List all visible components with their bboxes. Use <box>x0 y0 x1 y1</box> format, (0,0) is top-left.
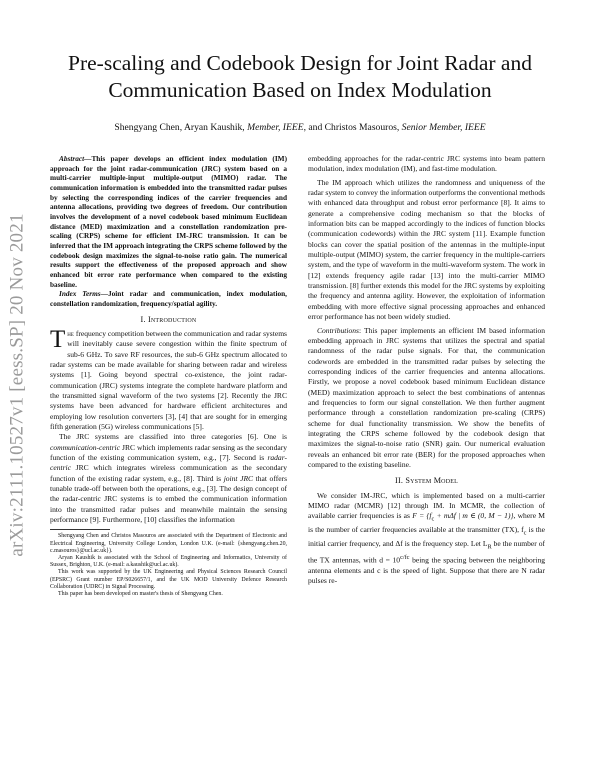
intro-paragraph-2 <box>50 432 287 525</box>
intro-paragraph-1 <box>50 325 287 432</box>
right-column <box>308 154 545 586</box>
arxiv-stamp <box>4 150 32 620</box>
sm-sub-r: R <box>487 543 492 551</box>
footnotes <box>50 533 287 598</box>
abstract-lead: Abstract <box>59 154 85 163</box>
footnote-2: Aryan Kaushik is associated with the School of Engineering and Informatics, University of Sussex, Brighton, U.K. (e-mail: a.kaushik@ucl.ac.uk). <box>50 554 287 569</box>
sm-sub-c: c <box>431 515 435 523</box>
author-role-2: Senior Member, IEEE <box>401 122 486 133</box>
arxiv-stamp-text: arXiv:2111.10527v1 [eess.SP] 20 Nov 2021 <box>7 213 29 557</box>
paper-title: Pre-scaling and Codebook Design for Joint Radar and Communication Based on Index Modulation <box>68 51 532 102</box>
contributions-paragraph <box>308 326 545 471</box>
index-terms <box>50 289 287 308</box>
sm-sup-exp: c/fc <box>400 553 410 561</box>
intro-smallcaps: he <box>67 328 74 338</box>
author-role-1: Member, IEEE <box>247 122 304 133</box>
contributions-text: : This paper implements an efficient IM based information embedding approach in JRC systems that utilizes the spectral and spatial randomness of the radar pulse signals. For that, the communication codewords are embedded in the transmitted radar pulses by selecting the corresponding indices of the carrier frequencies and antenna allocations. Firstly, we propose a novel codebook based minimum Euclidean distance (MED) maximization approach to select the best combinations of antennas and frequencies to form our signal constellation. We then further augment performance through a constellation randomization pre-scaling (CRPS) scheme for dual functionality transmission. We show the benefits of integrating the CRPS scheme followed by the codebook design that maximizes the signal-to-noise ratio (SNR) gain. Our numerical evaluation reveals an enhanced bit error rate (BER) for the proposed approaches when compared to the existing baseline. <box>308 325 545 469</box>
sm-text-k: being the spacing between the neighboring antenna elements and c is the speed of light. Suppose that there are N radar pulses re- <box>308 555 545 586</box>
index-terms-text: —Joint radar and communication, index modulation, constellation randomization, frequency/spatial agility. <box>50 289 288 308</box>
index-terms-lead: Index Terms <box>59 289 101 299</box>
footnote-3: This work was supported by the UK Engineering and Physical Sciences Research Council (EPSRC) Grant number EP/S026657/1, and the UK MOD University Defence Research Collaboration (UDRC) in Signal Processing. <box>50 569 287 590</box>
intro-p2-text-a: The JRC systems are classified into three categories [6]. One is <box>59 432 287 442</box>
right-paragraph-2: The IM approach which utilizes the randomness and uniqueness of the radar system to convey the information outperforms the conventional methods with enhanced data throughput and robust error performance [8]. It aims to generate a comprehensive coding mechanism so that the blocks of information bits can be mapped accordingly to the indices of function blocks (communication codewords) within the JRC system [11]. Example function blocks can cover the spatial position of the antennas in the multiple-input multiple-output (MIMO) system, the carrier frequency in the multiple-carriers system, and the type of waveform in the multi-waveform system. The work in [12] extends frequency agile radar [13] into the multi-carrier MIMO transmission. [8] further extends this model for the JRC systems by exploiting the frequency and antenna agility. However, the exploitation of information embedding with more effective signal processing approaches and enhanced error performance has not been widely studied. <box>308 177 545 322</box>
author-names-1: Shengyang Chen, Aryan Kaushik, <box>114 122 248 133</box>
author-names-2: , and Christos Masouros, <box>303 122 402 133</box>
footnote-4: This paper has been developed on master's thesis of Shengyang Chen. <box>58 591 223 597</box>
section-heading-system-model: II. System Model <box>395 476 458 486</box>
intro-p2-emph-comm: communication-centric <box>50 442 120 452</box>
abstract-text: —This paper develops an efficient index modulation (IM) approach for the joint radar-communication (JRC) system based on a multi-carrier multiple-input multiple-output (MIMO) radar. The communication information is embedded into the transmitted radar pulses by selecting the corresponding indices of the carrier frequencies and antenna allocations, providing two degrees of freedom. Our contribution involves the development of a novel codebook based minimum Euclidean distance (MED) maximization and a constellation randomization pre-scaling (CRPS) scheme for efficient IM-JRC transmission. It can be inferred that the IM approach integrating the CRPS scheme followed by the codebook design maximizes the signal-to-noise ratio gain. The numerical results support the effectiveness of the proposed approach and show enhanced bit error rate performance when compared to the existing baseline. <box>50 154 287 289</box>
footnote-rule <box>50 529 110 530</box>
drop-cap: T <box>50 325 66 353</box>
intro-p2-emph-radar: radar-centric <box>50 452 287 473</box>
sm-text-i: be the number of the TX antennas, with d = 10 <box>308 539 545 565</box>
sm-text-a: We consider IM-JRC, which is implemented based on a multi-carrier MIMO radar (MCMR) [12] through IM. In MCMR, the collection of available carrier frequencies is as <box>308 490 545 521</box>
system-model-paragraph <box>308 491 545 587</box>
right-paragraph-1: embedding approaches for the radar-centric JRC systems into beam pattern modulation, index modulation (IM), and fast-time modulation. <box>308 154 545 174</box>
section-heading-introduction: I. Introduction <box>140 314 197 324</box>
intro-p2-text-c: JRC which implements radar sensing as the secondary function of the existing communication system, e.g., [7]. Second is <box>50 442 287 462</box>
intro-p1-text: frequency competition between the communication and radar systems will inevitably cause severe congestion within the finite spectrum of sub-6 GHz. To save RF resources, the sub-6 GHz spectrum allocated to radar systems can be made available for sharing between radar and wireless systems [1]. Going beyond spectral co-existence, the joint radar-communication (JRC) systems integrate the complete hardware platform and the transmitted signal waveform of the two systems [2]. Recently the JRC systems have been advanced for hardware efficient architectures and employing low resolution converters [3], [4] that are sought for in emerging fifth generation (5G) wireless communications [5]. <box>50 328 287 431</box>
left-column <box>50 154 287 598</box>
footnote-1: Shengyang Chen and Christos Masouros are associated with the Department of Electronic and Electrical Engineering, University College London, London U.K. (e-mail: {shengyang.chen.20, c.masouros}@ucl.ac.uk}). <box>50 533 287 554</box>
intro-p2-emph-joint: joint JRC <box>223 473 254 483</box>
sm-text-e: , where M is the number of carrier frequencies available at the transmitter (TX), f <box>308 511 545 535</box>
intro-p2-text-g: that offers tunable trade-off between both the operations, e.g., [3]. The design concept of the radar-centric JRC systems is to embed the communication information into the transmitted radar pulses and meanwhile maintain the sensing performance [9]. Furthermore, [10] classifies the information <box>50 473 288 525</box>
sm-math-f: F = {f <box>412 511 432 521</box>
sm-text-g: is the initial carrier frequency, and Δf is the frequency step. Let L <box>308 525 545 549</box>
contributions-lead: Contributions <box>317 325 359 335</box>
author-line <box>60 122 540 134</box>
abstract <box>50 154 287 289</box>
intro-p2-text-e: JRC which integrates wireless communication as the secondary function of the existing radar system, e.g., [8]. Third is <box>50 463 287 483</box>
sm-sub-c2: c <box>523 529 527 537</box>
sm-math-set: + mΔf | m ∈ (0, M − 1)} <box>434 511 514 521</box>
